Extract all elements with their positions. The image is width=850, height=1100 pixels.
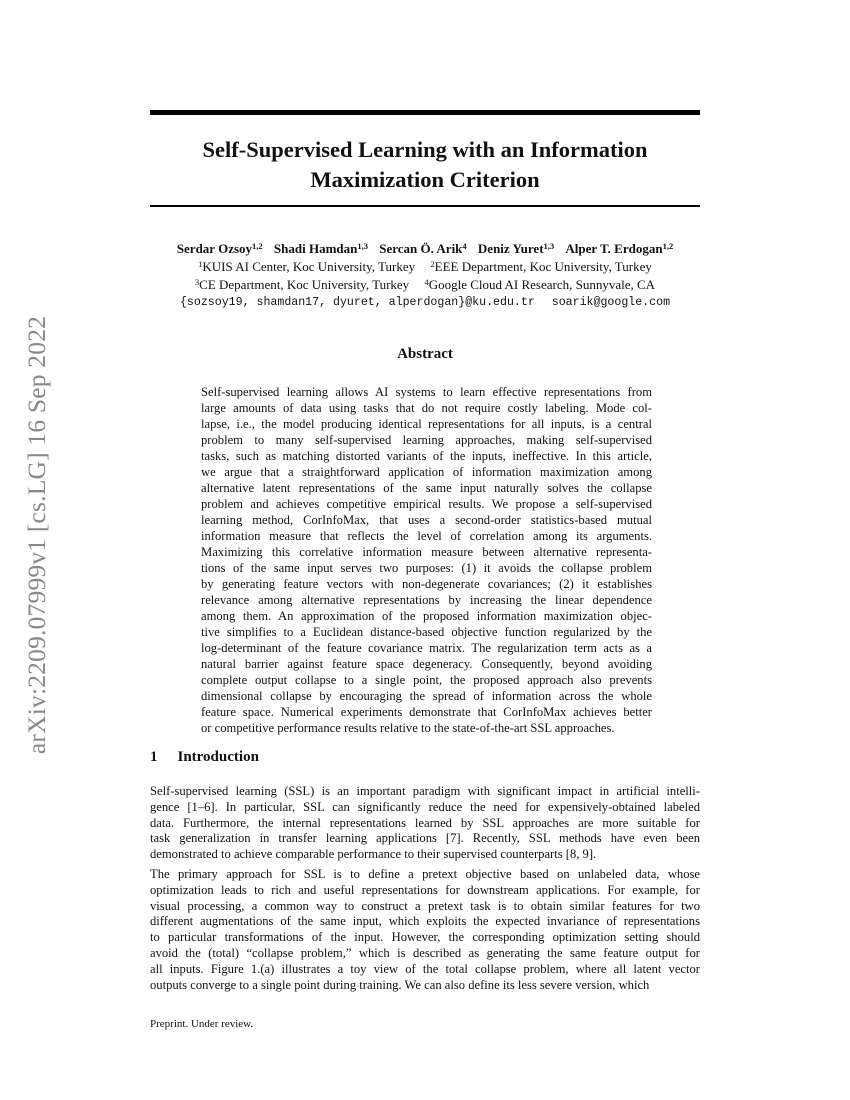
title-top-rule [150,110,700,115]
abstract-heading: Abstract [397,346,453,362]
affiliations-row [150,258,700,276]
text-line: information measure that reflects the level of correlation among its arguments. [201,529,652,543]
text-line: data. Furthermore, the internal representations learned by SSL approaches are more suitable for [150,815,700,830]
arxiv-stamp: arXiv:2209.07999v1 [cs.LG] 16 Sep 2022 [22,315,51,755]
text-line: optimization leads to rich and useful representations for downstream applications. For example, for [150,882,700,897]
intro-paragraph-2 [150,867,700,993]
affiliation: $^2$EEE Department, Koc University, Turkey [430,259,652,274]
text-line: all inputs. Figure 1.(a) illustrates a toy view of the total collapse problem, where all latent vector [150,961,700,976]
footer-note: Preprint. Under review. [150,1018,254,1030]
text-line: task generalization in transfer learning applications [7]. Recently, SSL methods have even been [150,831,700,846]
abstract-body [201,384,652,736]
title-line: Maximization Criterion [310,167,540,192]
intro-paragraph-1 [150,784,700,863]
text-line: Self-supervised learning (SSL) is an important paradigm with significant impact in artificial intelli- [150,784,700,798]
text-line: tive simplifies to a Euclidean distance-based objective function regularized by the [201,625,652,639]
text-line: by generating feature vectors with non-degenerate covariances; (2) it establishes [201,577,652,591]
text-line: demonstrated to achieve comparable performance to their supervised counterparts [8, 9]. [150,847,597,862]
text-line: lapse, i.e., the model producing identical representations for all inputs, is a central [201,417,652,431]
text-line: Maximizing this correlative information measure between alternative representa- [201,545,652,559]
author: Deniz Yuret$^{1,3}$ [477,241,555,256]
affiliations-row [150,276,700,294]
text-line: relevance among alternative representations by increasing the linear dependence [201,593,652,607]
author: Sercan Ö. Arik$^4$ [379,241,467,256]
title-line: Self-Supervised Learning with an Information [202,137,648,162]
text-line: among them. An approximation of the proposed information maximization objec- [201,609,652,623]
author: Alper T. Erdogan$^{1,2}$ [565,241,674,256]
text-line: log-determinant of the feature covariance matrix. The regularization term acts as a [201,641,652,655]
text-line: we argue that a straightforward application of information maximization among [201,465,652,479]
section-heading [150,749,259,766]
text-line: large amounts of data using tasks that do not require costly labeling. Mode col- [201,401,652,415]
text-line: outputs converge to a single point during training. We can also define its less severe version, which [150,977,650,992]
author-block [150,240,700,312]
author: Serdar Ozsoy$^{1,2}$ [176,241,263,256]
text-line: tions of the same input serves two purposes: (1) it avoids the collapse problem [201,561,652,575]
affiliation: $^4$Google Cloud AI Research, Sunnyvale, CA [424,277,656,292]
text-line: alternative latent representations of the same input naturally solves the collapse [201,481,652,495]
text-line: dimensional collapse by encouraging the spread of information across the whole [201,689,652,703]
text-line: or competitive performance results relative to the state-of-the-art SSL approaches. [201,721,615,735]
affiliation: $^3$CE Department, Koc University, Turkey [194,277,410,292]
text-line: feature space. Numerical experiments demonstrate that CorInfoMax achieves better [201,705,652,719]
title-bottom-rule [150,205,700,207]
text-line: Self-supervised learning allows AI systems to learn effective representations from [201,385,652,399]
text-line: avoid the (total) “collapse problem,” which is described as generating the same feature output for [150,945,700,960]
text-line: to particular transformations of the input. However, the corresponding optimization setting should [150,930,700,945]
text-line: gence [1–6]. In particular, SSL can significantly reduce the need for expensively-obtained labeled [150,799,700,814]
text-line: tasks, such as matching distorted variants of the inputs, ineffective. In this article, [201,449,652,463]
text-line: natural barrier against feature space degeneracy. Consequently, beyond avoiding [201,657,652,671]
section-number: 1 [150,749,158,765]
email-row [150,294,700,312]
text-line: complete output collapse to a single point, the proposed approach also prevents [201,673,652,687]
text-line: problem to many self-supervised learning approaches, making self-supervised [201,433,652,447]
text-line: problem and achieves competitive empirical results. We propose a self-supervised [201,497,652,511]
text-line: different augmentations of the same input, which exploits the expected invariance of representations [150,914,700,929]
text-line: visual processing, a common way to construct a pretext task is to obtain similar features for two [150,898,700,913]
email: soarik@google.com [551,296,671,309]
text-line: The primary approach for SSL is to define a pretext objective based on unlabeled data, whose [150,867,700,881]
author: Shadi Hamdan$^{1,3}$ [273,241,368,256]
email: {sozsoy19, shamdan17, dyuret, alperdogan}@ku.edu.tr [179,296,535,309]
paper-title [150,135,700,195]
affiliation: $^1$KUIS AI Center, Koc University, Turkey [198,259,416,274]
text-line: learning method, CorInfoMax, that uses a second-order statistics-based mutual [201,513,652,527]
author-names [150,240,700,258]
section-title: Introduction [177,749,259,765]
